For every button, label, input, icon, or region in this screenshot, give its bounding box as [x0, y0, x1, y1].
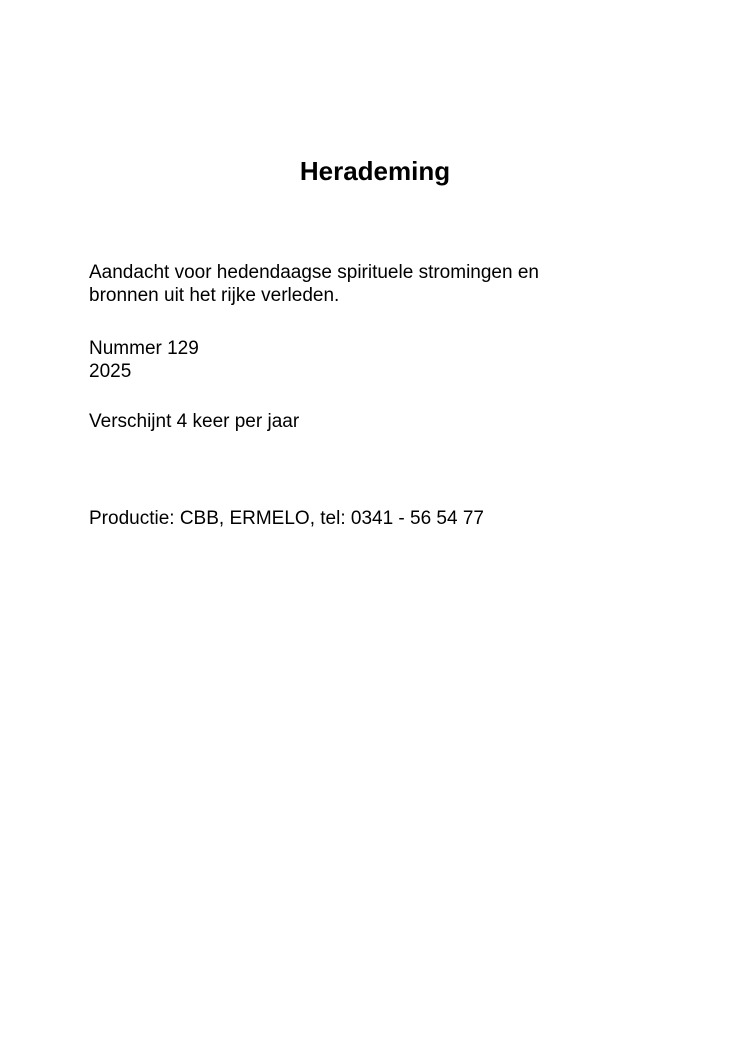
page-title: Herademing — [299, 156, 451, 186]
production-info: Productie: CBB, ERMELO, tel: 0341 - 56 54 77 — [89, 508, 484, 529]
publication-year: 2025 — [89, 361, 132, 382]
description-line-2: bronnen uit het rijke verleden. — [89, 285, 340, 306]
description-line-1: Aandacht voor hedendaagse spirituele stromingen en — [89, 262, 539, 283]
issue-number: Nummer 129 — [89, 338, 199, 359]
publication-frequency: Verschijnt 4 keer per jaar — [89, 411, 300, 432]
